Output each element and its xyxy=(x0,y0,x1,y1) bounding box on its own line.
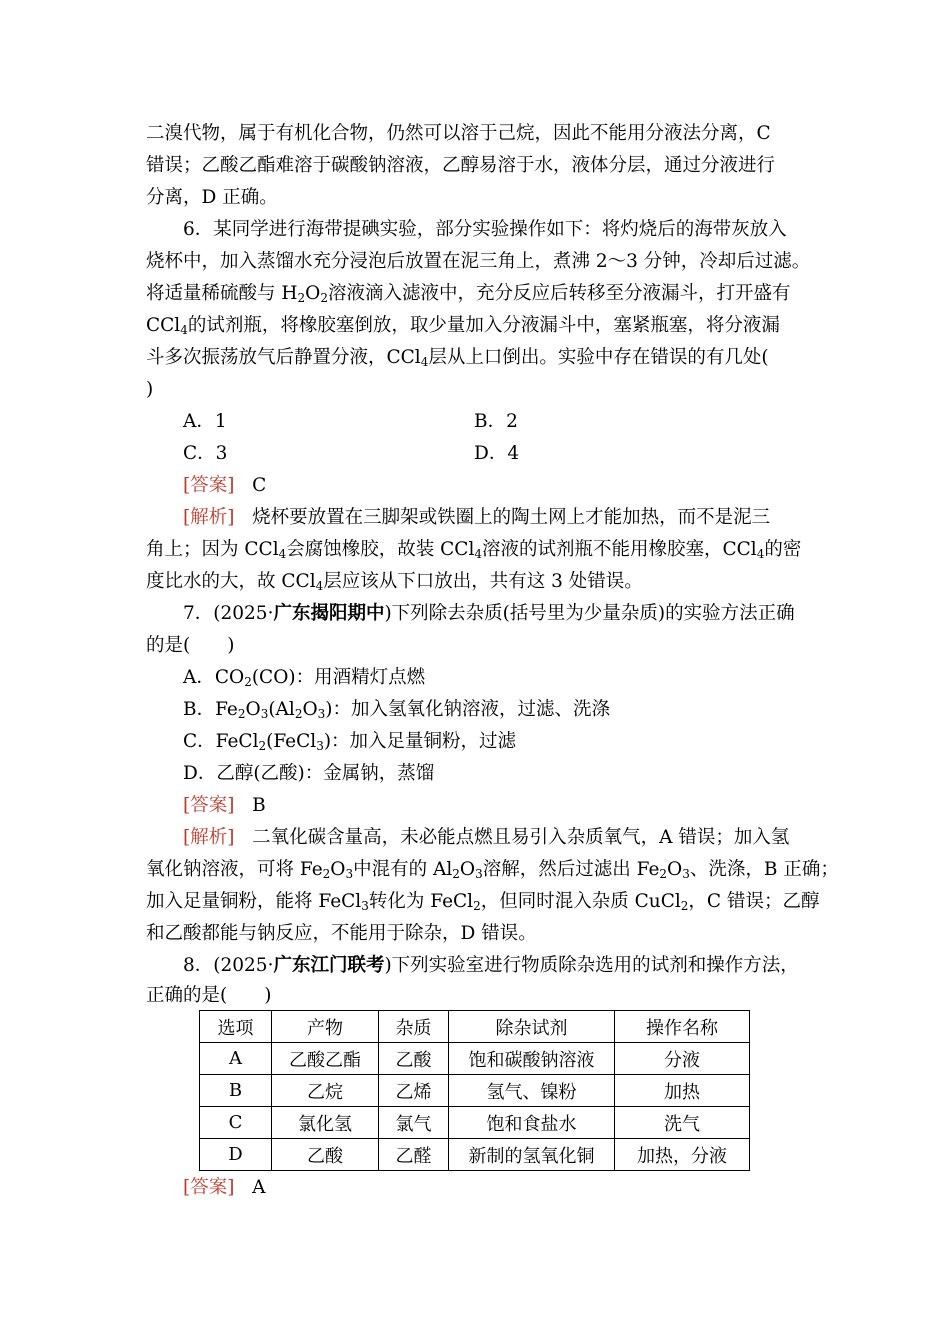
q6-stem-line: 将适量稀硫酸与 $H_2O_2$溶液滴入滤液中，充分反应后转移至分液漏斗，打开盛有 xyxy=(146,283,791,305)
table-cell: 乙烯 xyxy=(379,1075,449,1107)
q6-stem-line: ) xyxy=(146,379,154,400)
table-cell: 乙酸 xyxy=(272,1139,379,1171)
table-header-cell: 杂质 xyxy=(379,1011,449,1043)
table-header-cell: 操作名称 xyxy=(615,1011,750,1043)
table-cell: C xyxy=(200,1107,272,1139)
q6-option-d: D．4 xyxy=(474,443,520,464)
q7-explanation-line: 加入足量铜粉，能将 FeCl$_3$转化为 FeCl$_2$，但同时混入杂质 CuCl$_2$，C 错误；乙醇 xyxy=(146,891,820,913)
table-cell: B xyxy=(200,1075,272,1107)
answer-label: [答案] xyxy=(183,795,235,816)
q8-table xyxy=(199,1010,750,1171)
table-header-cell: 除杂试剂 xyxy=(449,1011,615,1043)
q7-option-a: A．$CO_2(CO)$：用酒精灯点燃 xyxy=(183,667,426,689)
table-cell: 氢气、镍粉 xyxy=(449,1075,615,1107)
paragraph-line: 二溴代物，属于有机化合物，仍然可以溶于己烷，因此不能用分液法分离，C xyxy=(146,123,771,144)
q8-answer xyxy=(183,1172,265,1204)
q7-explanation-line: 和乙酸都能与钠反应，不能用于除杂，D 错误。 xyxy=(146,923,537,944)
answer-value: A xyxy=(252,1177,266,1198)
table-cell: 饱和食盐水 xyxy=(449,1107,615,1139)
paragraph-line: 分离，D 正确。 xyxy=(146,187,278,208)
paragraph-line: 错误；乙酸乙酯难溶于碳酸钠溶液，乙醇易溶于水，液体分层，通过分液进行 xyxy=(146,155,776,176)
table-cell: 洗气 xyxy=(615,1107,750,1139)
q8-stem-line: 8．(2025·广东江门联考)下列实验室进行物质除杂选用的试剂和操作方法， xyxy=(183,955,799,976)
table-cell: 饱和碳酸钠溶液 xyxy=(449,1043,615,1075)
table-cell: 乙酸乙酯 xyxy=(272,1043,379,1075)
q6-stem-line: 烧杯中，加入蒸馏水充分浸泡后放置在泥三角上，煮沸 2～3 分钟，冷却后过滤。 xyxy=(146,251,811,272)
q7-stem-line: 的是( ) xyxy=(146,635,235,656)
table-cell: D xyxy=(200,1139,272,1171)
table-cell: 乙醛 xyxy=(379,1139,449,1171)
answer-label: [答案] xyxy=(183,1177,235,1198)
q7-option-b: B．$Fe_2O_3(Al_2O_3)$：加入氢氧化钠溶液，过滤、洗涤 xyxy=(183,699,611,721)
table-header-row xyxy=(200,1011,750,1043)
table-cell: 氯化氢 xyxy=(272,1107,379,1139)
answer-value: C xyxy=(252,475,267,496)
q6-option-c: C．3 xyxy=(183,443,228,464)
q7-stem-line: 7．(2025·广东揭阳期中)下列除去杂质(括号里为少量杂质)的实验方法正确 xyxy=(183,603,795,624)
table-cell: 新制的氢氧化铜 xyxy=(449,1139,615,1171)
question-source: 广东揭阳期中 xyxy=(273,603,385,624)
q7-explanation-line: 氧化钠溶液，可将 $Fe_2O_3$中混有的 $Al_2O_3$溶解，然后过滤出 $Fe_2O_3$、洗涤，B 正确； xyxy=(146,859,839,881)
q7-explanation-line: [解析] 二氧化碳含量高，未必能点燃且易引入杂质氧气，A 错误；加入氢 xyxy=(183,827,790,848)
q7-option-d: D．乙醇(乙酸)：金属钠，蒸馏 xyxy=(183,763,435,784)
q6-option-a: A．1 xyxy=(183,411,227,432)
table-header-cell: 产物 xyxy=(272,1011,379,1043)
q6-answer xyxy=(183,470,266,502)
answer-label: [答案] xyxy=(183,475,235,496)
q7-option-c: C．FeCl$_2$(FeCl$_3$)：加入足量铜粉，过滤 xyxy=(183,731,517,753)
table-header-cell: 选项 xyxy=(200,1011,272,1043)
table-cell: 加热 xyxy=(615,1075,750,1107)
q6-stem-line: 斗多次振荡放气后静置分液，CCl$_4$层从上口倒出。实验中存在错误的有几处( xyxy=(146,347,769,369)
explanation-label: [解析] xyxy=(183,507,235,528)
table-row xyxy=(200,1139,750,1171)
explanation-label: [解析] xyxy=(183,827,235,848)
q6-explanation-line: 角上；因为 CCl$_4$会腐蚀橡胶，故装 CCl$_4$溶液的试剂瓶不能用橡胶塞，CCl$_4$的密 xyxy=(146,539,802,561)
table-cell: 加热，分液 xyxy=(615,1139,750,1171)
q6-option-b: B．2 xyxy=(474,411,518,432)
table-row xyxy=(200,1075,750,1107)
table-cell: 乙酸 xyxy=(379,1043,449,1075)
q7-answer xyxy=(183,790,266,822)
table-cell: A xyxy=(200,1043,272,1075)
q6-explanation-line: [解析] 烧杯要放置在三脚架或铁圈上的陶土网上才能加热，而不是泥三 xyxy=(183,507,771,528)
answer-value: B xyxy=(252,795,266,816)
table-cell: 氯气 xyxy=(379,1107,449,1139)
table-row xyxy=(200,1043,750,1075)
q6-stem-line: 6．某同学进行海带提碘实验，部分实验操作如下：将灼烧后的海带灰放入 xyxy=(183,219,787,240)
q8-stem-line: 正确的是( ) xyxy=(146,985,272,1006)
table-row xyxy=(200,1107,750,1139)
q6-explanation-line: 度比水的大，故 CCl$_4$层应该从下口放出，共有这 3 处错误。 xyxy=(146,571,643,593)
table-cell: 乙烷 xyxy=(272,1075,379,1107)
q6-stem-line: CCl$_4$的试剂瓶，将橡胶塞倒放，取少量加入分液漏斗中，塞紧瓶塞，将分液漏 xyxy=(146,315,780,337)
table-cell: 分液 xyxy=(615,1043,750,1075)
question-source: 广东江门联考 xyxy=(273,955,385,976)
